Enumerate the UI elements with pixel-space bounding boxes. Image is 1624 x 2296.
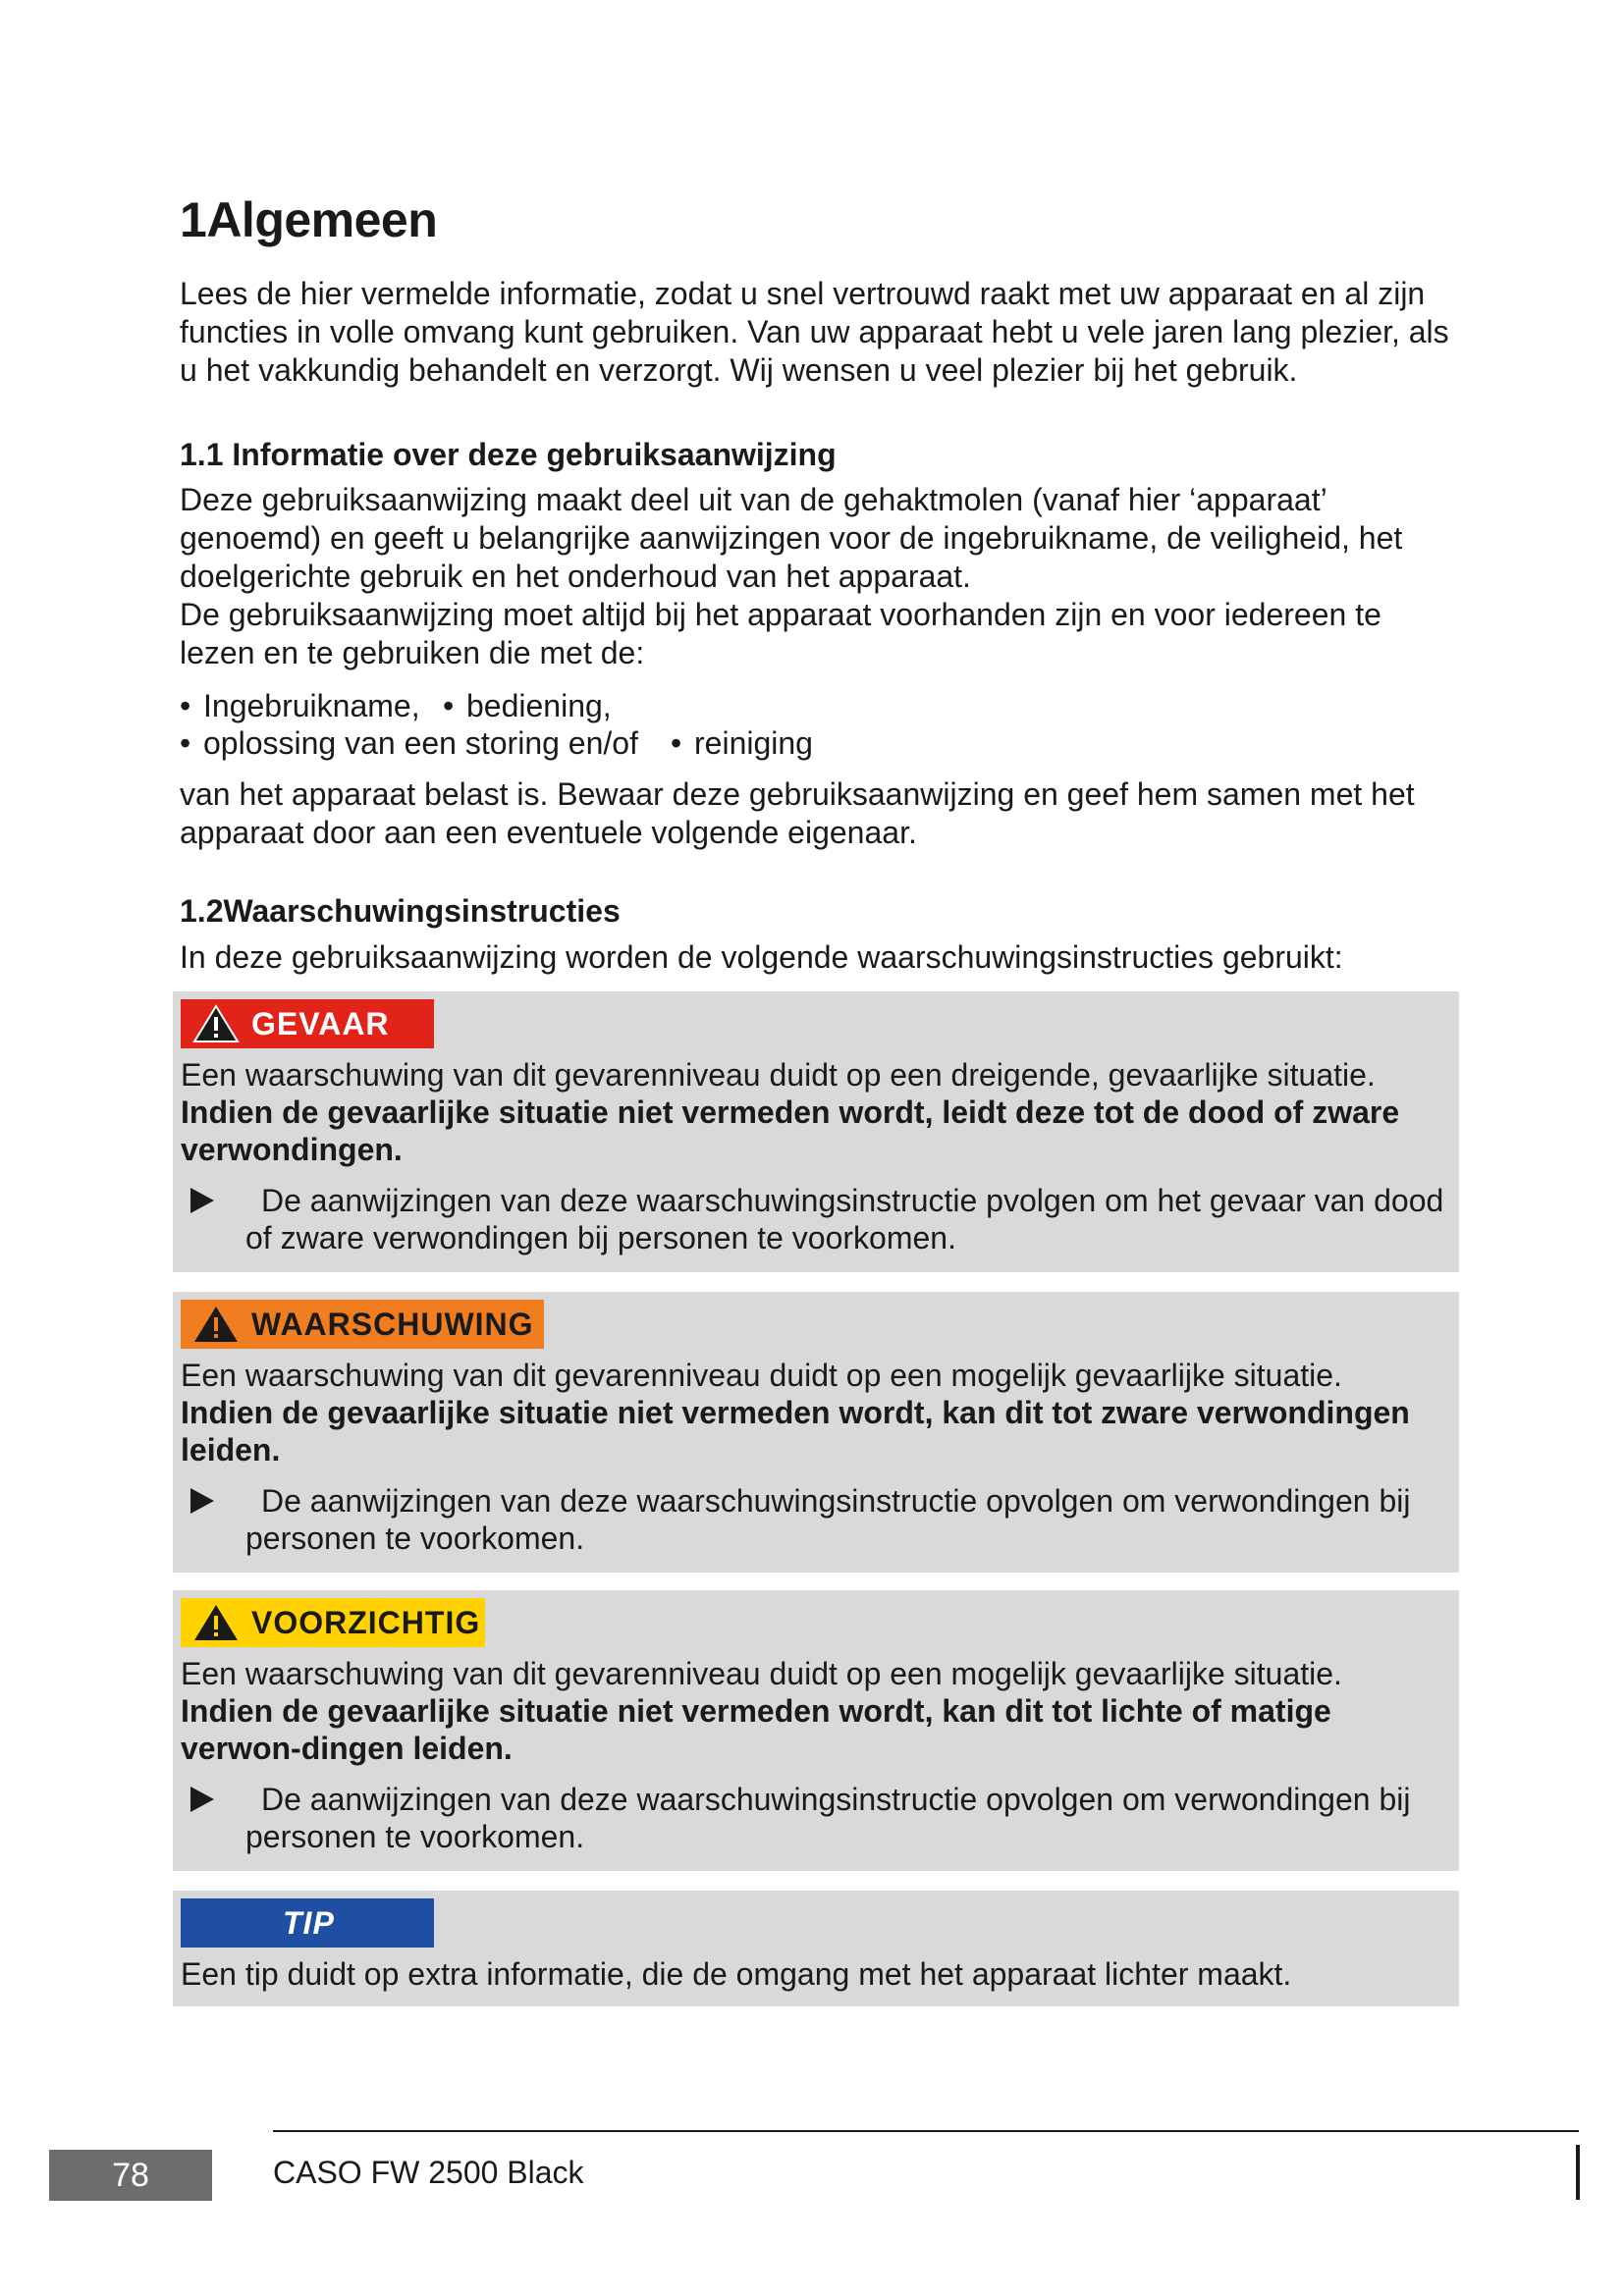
danger-text: Een waarschuwing van dit gevarenniveau duidt op een dreigende, gevaarlijke situatie.: [181, 1057, 1376, 1093]
arrow-icon: [190, 1787, 214, 1812]
caution-label: VOORZICHTIG: [181, 1598, 485, 1647]
arrow-icon: [190, 1188, 214, 1213]
section-1-2-intro: In deze gebruiksaanwijzing worden de volgende waarschuwingsinstructies gebruikt:: [180, 939, 1343, 975]
tip-label: TIP: [181, 1898, 434, 1948]
tip-box: [173, 1891, 1459, 2006]
intro-paragraph: Lees de hier vermelde informatie, zodat u snel vertrouwd raakt met uw apparaat en al zijn functies in volle omvang kunt gebruiken. Van uw apparaat hebt u vele jaren lang plezier, als u het vakkundig behandelt en verzorgt. Wij wensen u veel plezier bij het gebruik.: [180, 276, 1449, 388]
danger-bold-text: Indien de gevaarlijke situatie niet vermeden wordt, leidt deze tot de dood of zware verwondingen.: [181, 1095, 1400, 1167]
chapter-heading: [180, 191, 437, 248]
section-1-1-title: 1.1 Informatie over deze gebruiksaanwijzing: [180, 437, 837, 472]
list-item: • reiniging: [671, 725, 813, 761]
chapter-number: 1: [180, 192, 207, 247]
caution-bold-text: Indien de gevaarlijke situatie niet vermeden wordt, kan dit tot lichte of matige verwon-dingen leiden.: [181, 1693, 1331, 1766]
tip-text: Een tip duidt op extra informatie, die de omgang met het apparaat lichter maakt.: [181, 1956, 1292, 1992]
section-1-1-paragraph-2: De gebruiksaanwijzing moet altijd bij het apparaat voorhanden zijn en voor iedereen te lezen en te gebruiken die met de:: [180, 597, 1381, 670]
section-1-1-paragraph-1: Deze gebruiksaanwijzing maakt deel uit van de gehaktmolen (vanaf hier ‘apparaat’ genoemd) en geeft u belangrijke aanwijzingen voor de ingebruikname, de veiligheid, het doelgerichte gebruik en het onderhoud van het apparaat.: [180, 482, 1403, 594]
danger-step: De aanwijzingen van deze waarschuwingsinstructie pvolgen om het gevaar van dood of zware verwondingen bij personen te voorkomen.: [190, 1182, 1457, 1256]
footer-product-name: CASO FW 2500 Black: [273, 2155, 584, 2190]
warning-triangle-icon: [192, 1004, 240, 1043]
chapter-title: Algemeen: [206, 192, 438, 247]
list-item: • bediening,: [443, 688, 612, 723]
page-number: 78: [49, 2150, 212, 2201]
warning-box: [173, 1292, 1459, 1573]
caution-text: Een waarschuwing van dit gevarenniveau duidt op een mogelijk gevaarlijke situatie.: [181, 1656, 1342, 1691]
warning-step: De aanwijzingen van deze waarschuwingsinstructie opvolgen om verwondingen bij personen te voorkomen.: [190, 1482, 1457, 1557]
footer-edge-bar: [1576, 2145, 1580, 2200]
warning-label: WAARSCHUWING: [181, 1300, 544, 1349]
warning-text: Een waarschuwing van dit gevarenniveau duidt op een mogelijk gevaarlijke situatie.: [181, 1358, 1342, 1393]
section-1-1-paragraph-3: van het apparaat belast is. Bewaar deze gebruiksaanwijzing en geef hem samen met het apparaat door aan een eventuele volgende eigenaar.: [180, 776, 1415, 850]
warning-bold-text: Indien de gevaarlijke situatie niet vermeden wordt, kan dit tot zware verwondingen leiden.: [181, 1395, 1410, 1468]
caution-box: [173, 1590, 1459, 1871]
caution-step: De aanwijzingen van deze waarschuwingsinstructie opvolgen om verwondingen bij personen te voorkomen.: [190, 1781, 1457, 1855]
section-1-2-title: 1.2Waarschuwingsinstructies: [180, 893, 621, 929]
list-item: • Ingebruikname,: [180, 688, 420, 723]
danger-box: [173, 991, 1459, 1272]
warning-triangle-icon: [192, 1305, 240, 1344]
arrow-icon: [190, 1488, 214, 1514]
danger-label: GEVAAR: [181, 999, 434, 1048]
warning-triangle-icon: [192, 1603, 240, 1642]
footer-divider: [273, 2130, 1579, 2132]
list-item: • oplossing van een storing en/of: [180, 725, 638, 761]
bullet-list: [180, 687, 813, 762]
